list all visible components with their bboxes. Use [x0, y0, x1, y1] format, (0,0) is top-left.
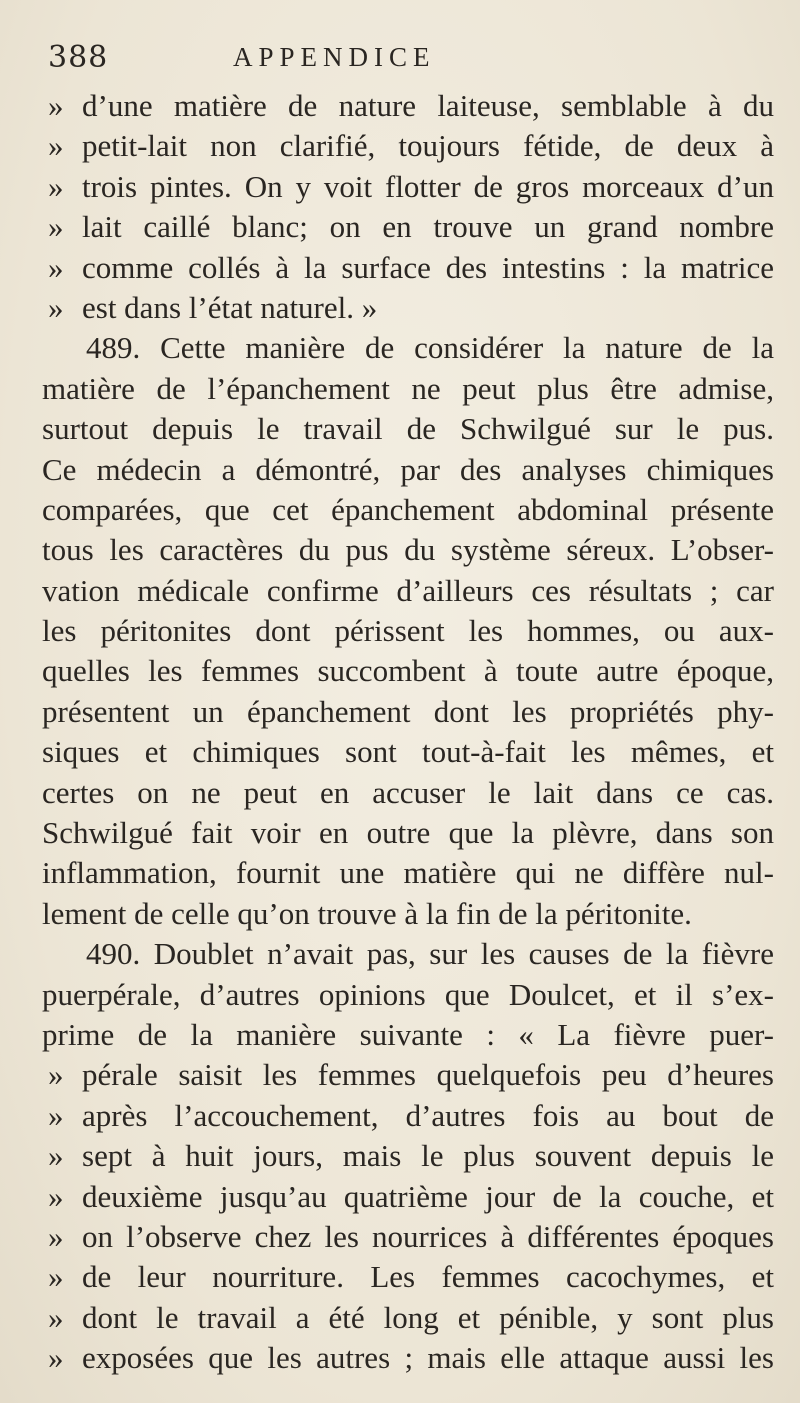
text-line: [42, 1015, 774, 1055]
quote-mark: »: [48, 168, 64, 204]
line-text: exposées que les autres ; mais elle attaque aussi les: [82, 1340, 774, 1376]
text-line: [42, 1177, 774, 1217]
text-line: [42, 571, 774, 611]
text-line: [42, 1055, 774, 1095]
quote-mark: »: [48, 1138, 64, 1174]
text-line: [42, 813, 774, 853]
text-line: [42, 167, 774, 207]
text-line: [42, 773, 774, 813]
text-line: [42, 369, 774, 409]
text-line: [42, 490, 774, 530]
text-line: [42, 1298, 774, 1338]
line-text: puerpérale, d’autres opinions que Doulcet, et il s’ex-: [42, 976, 774, 1012]
line-text: trois pintes. On y voit flotter de gros morceaux d’un: [82, 168, 774, 204]
line-text: surtout depuis le travail de Schwilgué sur le pus.: [42, 411, 774, 447]
line-text: Schwilgué fait voir en outre que la plèvre, dans son: [42, 815, 774, 851]
text-line: [42, 611, 774, 651]
text-line: [42, 1257, 774, 1297]
text-line: [42, 1217, 774, 1257]
line-text: siques et chimiques sont tout-à-fait les mêmes, et: [42, 734, 774, 770]
line-text: de leur nourriture. Les femmes cacochymes, et: [82, 1259, 774, 1295]
quote-mark: »: [48, 88, 64, 123]
line-text: les péritonites dont périssent les hommes, ou aux-: [42, 613, 774, 649]
line-text: tous les caractères du pus du système séreux. L’obser-: [42, 532, 774, 568]
line-text: présentent un épanchement dont les propriétés phy-: [42, 693, 774, 729]
quote-mark: »: [48, 1178, 64, 1214]
paragraph-start-489: [42, 328, 774, 368]
quote-mark: »: [48, 128, 64, 164]
quote-mark: »: [48, 249, 64, 285]
line-text: prime de la manière suivante : « La fièvre puer-: [42, 1016, 774, 1052]
text-line: [42, 450, 774, 490]
text-line: [42, 530, 774, 570]
page-header: [48, 40, 768, 80]
quote-mark: »: [48, 209, 64, 245]
text-line: [42, 732, 774, 772]
text-line: [42, 288, 774, 328]
line-text: certes on ne peut en accuser le lait dans ce cas.: [42, 774, 774, 810]
text-line: [42, 126, 774, 166]
text-line: [42, 248, 774, 288]
line-text: lait caillé blanc; on en trouve un grand nombre: [82, 209, 774, 245]
text-line: [42, 1096, 774, 1136]
paragraph-start-490: [42, 934, 774, 974]
line-text: lement de celle qu’on trouve à la fin de la péritonite.: [42, 895, 692, 931]
quote-mark: »: [48, 1299, 64, 1335]
text-line: [42, 1338, 774, 1378]
quote-mark: »: [48, 1218, 64, 1254]
quote-mark: »: [48, 1057, 64, 1093]
line-text: sept à huit jours, mais le plus souvent depuis le: [82, 1138, 774, 1174]
body-text: [42, 86, 774, 1379]
text-line: [42, 86, 774, 126]
text-line: [42, 975, 774, 1015]
quote-mark: »: [48, 1097, 64, 1133]
line-text: comme collés à la surface des intestins : la matrice: [82, 249, 774, 285]
line-text: d’une matière de nature laiteuse, semblable à du: [82, 88, 774, 123]
line-text: pérale saisit les femmes quelquefois peu d’heures: [82, 1057, 774, 1093]
line-text: matière de l’épanchement ne peut plus être admise,: [42, 370, 774, 406]
line-text: inflammation, fournit une matière qui ne diffère nul-: [42, 855, 774, 891]
text-line: [42, 1136, 774, 1176]
running-title: APPENDICE: [233, 42, 436, 72]
text-line: [42, 894, 774, 934]
line-text: 489. Cette manière de considérer la nature de la: [86, 330, 774, 366]
line-text: comparées, que cet épanchement abdominal présente: [42, 491, 774, 527]
quote-mark: »: [48, 289, 64, 325]
text-line: [42, 853, 774, 893]
text-line: [42, 409, 774, 449]
line-text: Ce médecin a démontré, par des analyses chimiques: [42, 451, 774, 487]
line-text: petit-lait non clarifié, toujours fétide, de deux à: [82, 128, 774, 164]
line-text: 490. Doublet n’avait pas, sur les causes de la fièvre: [86, 936, 774, 972]
quote-mark: »: [48, 1340, 64, 1376]
text-line: [42, 651, 774, 691]
text-line: [42, 207, 774, 247]
line-text: on l’observe chez les nourrices à différentes époques: [82, 1218, 774, 1254]
line-text: dont le travail a été long et pénible, y sont plus: [82, 1299, 774, 1335]
line-text: vation médicale confirme d’ailleurs ces résultats ; car: [42, 572, 774, 608]
page-number: 388: [48, 40, 109, 75]
quote-mark: »: [48, 1259, 64, 1295]
text-line: [42, 692, 774, 732]
line-text: deuxième jusqu’au quatrième jour de la couche, et: [82, 1178, 774, 1214]
line-text: après l’accouchement, d’autres fois au bout de: [82, 1097, 774, 1133]
line-text: quelles les femmes succombent à toute autre époque,: [42, 653, 774, 689]
line-text: est dans l’état naturel. »: [82, 289, 378, 325]
